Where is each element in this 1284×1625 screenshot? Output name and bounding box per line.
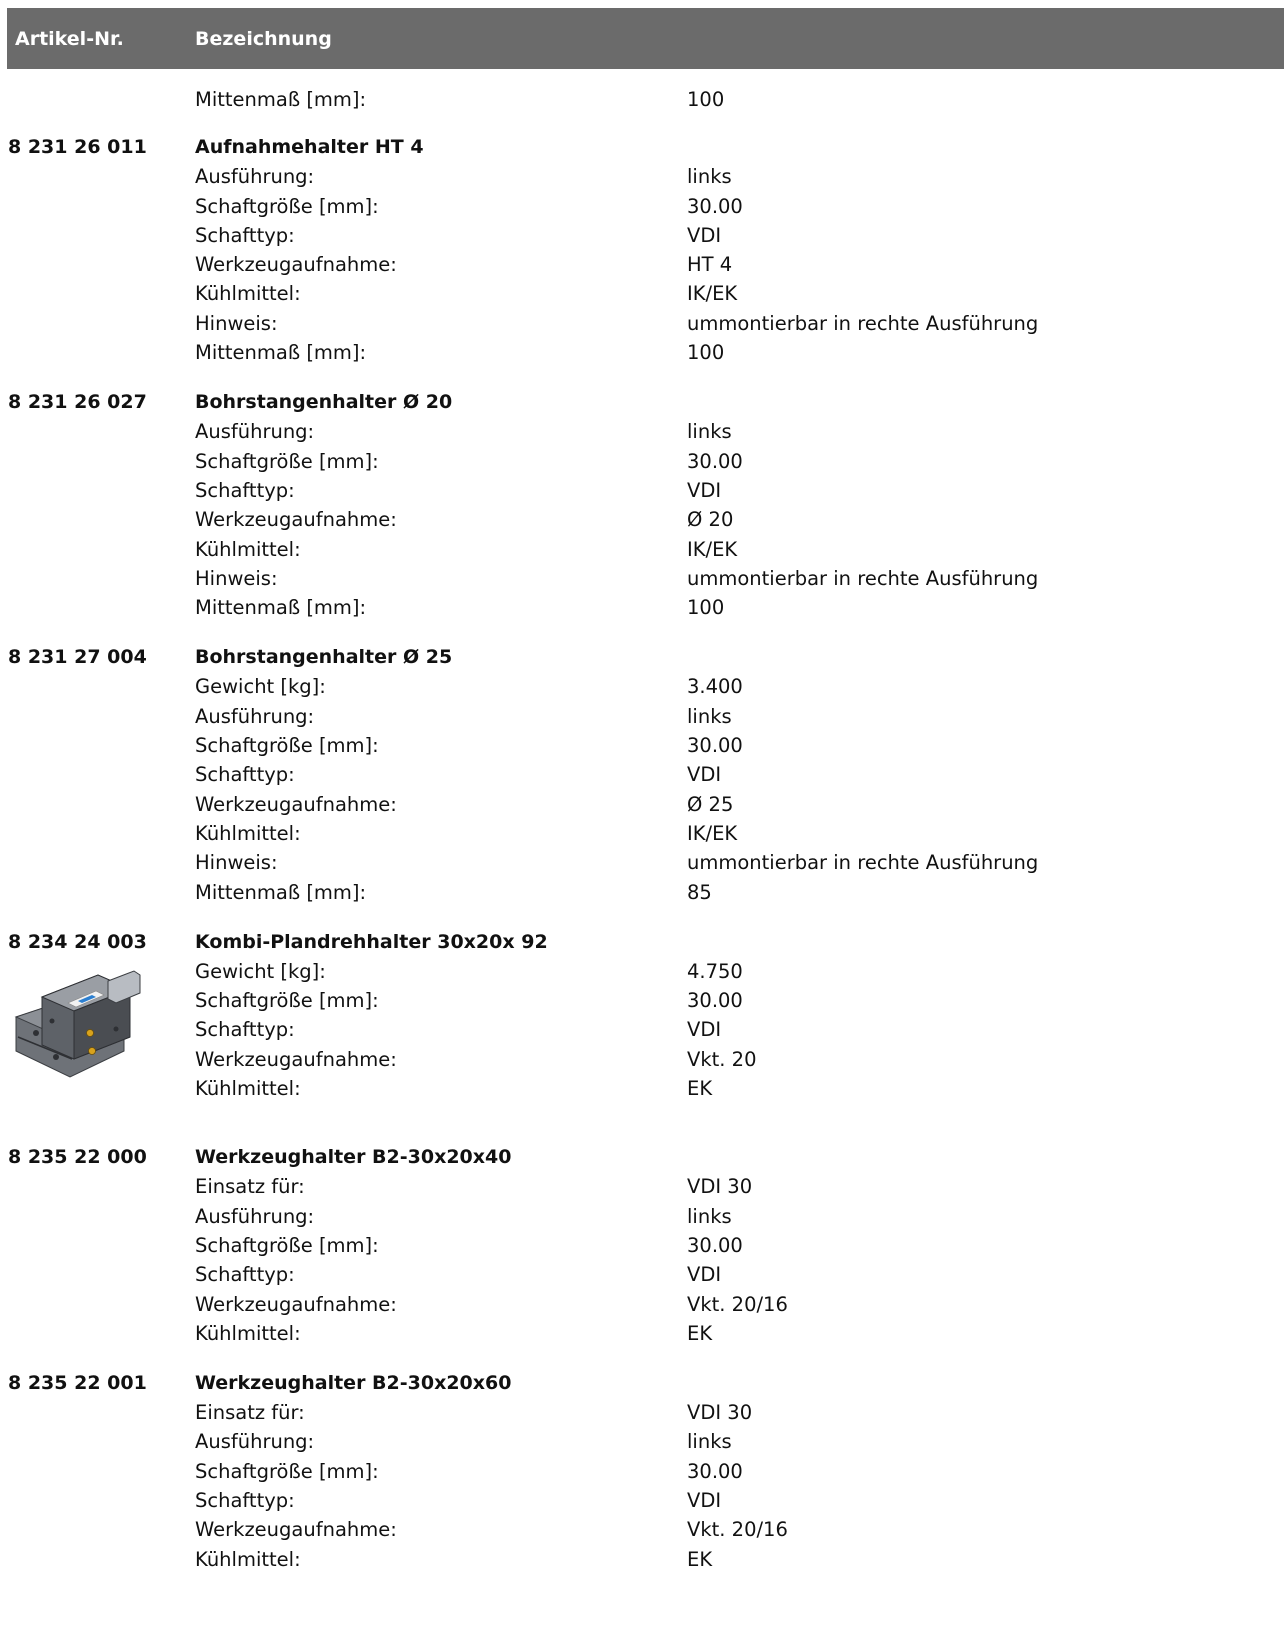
spec-value: Vkt. 20/16 (687, 1518, 788, 1542)
product-entry (0, 927, 1284, 1123)
spec-row (0, 339, 1284, 368)
spec-label: Schafttyp: (195, 478, 295, 502)
spec-label: Kühlmittel: (195, 1321, 301, 1345)
spec-row (0, 673, 1284, 702)
spec-row (0, 791, 1284, 820)
spec-row (0, 1046, 1284, 1075)
spec-row (0, 1261, 1284, 1290)
spec-row (0, 222, 1284, 251)
spec-value: 30.00 (687, 194, 743, 218)
spec-label: Mittenmaß [mm]: (195, 341, 367, 365)
product-header (0, 642, 1284, 673)
spec-label: Kühlmittel: (195, 282, 301, 306)
spec-row (0, 1016, 1284, 1045)
spec-label: Ausführung: (195, 165, 315, 189)
spec-label: Schaftgröße [mm]: (195, 1233, 379, 1257)
spec-row (0, 732, 1284, 761)
article-number: 8 231 27 004 (8, 646, 147, 669)
article-number: 8 231 26 011 (8, 136, 147, 159)
spec-label: Ausführung: (195, 420, 315, 444)
spec-value: Ø 25 (687, 792, 734, 816)
spec-value: Vkt. 20 (687, 1047, 757, 1071)
spec-label: Schaftgröße [mm]: (195, 989, 379, 1013)
spec-label: Einsatz für: (195, 1175, 305, 1199)
spec-row (0, 958, 1284, 987)
product-header (0, 132, 1284, 163)
spec-label: Werkzeugaufnahme: (195, 792, 397, 816)
spec-label: Hinweis: (195, 851, 278, 875)
spec-row (0, 1291, 1284, 1320)
product-header (0, 927, 1284, 958)
spec-value: EK (687, 1077, 713, 1101)
spec-row (0, 987, 1284, 1016)
product-name: Bohrstangenhalter Ø 20 (195, 391, 453, 414)
spec-value: IK/EK (687, 537, 738, 561)
column-header-designation: Bezeichnung (195, 28, 332, 50)
spec-value: VDI 30 (687, 1175, 753, 1199)
spec-row (0, 86, 1284, 115)
product-header (0, 1368, 1284, 1399)
spec-value: links (687, 420, 732, 444)
spec-label: Schafttyp: (195, 1018, 295, 1042)
product-entry (0, 1142, 1284, 1349)
spec-row (0, 1546, 1284, 1575)
spec-row (0, 703, 1284, 732)
spec-row (0, 1203, 1284, 1232)
spec-label: Schaftgröße [mm]: (195, 194, 379, 218)
spec-label: Mittenmaß [mm]: (195, 88, 367, 111)
spec-label: Kühlmittel: (195, 821, 301, 845)
spec-value: 30.00 (687, 734, 743, 758)
spec-value: 30.00 (687, 989, 743, 1013)
spec-label: Werkzeugaufnahme: (195, 508, 397, 532)
spec-row (0, 193, 1284, 222)
spec-value: 85 (687, 880, 712, 904)
spec-row (0, 761, 1284, 790)
continued-product (0, 86, 1284, 115)
spec-row (0, 418, 1284, 447)
spec-value: VDI 30 (687, 1401, 753, 1425)
spec-row (0, 536, 1284, 565)
product-name: Werkzeughalter B2-30x20x60 (195, 1372, 512, 1395)
spec-label: Schafttyp: (195, 223, 295, 247)
spec-label: Ausführung: (195, 704, 315, 728)
spec-value: VDI (687, 223, 722, 247)
spec-row (0, 506, 1284, 535)
spec-value: 30.00 (687, 449, 743, 473)
table-header (7, 8, 1284, 69)
spec-label: Schafttyp: (195, 763, 295, 787)
spec-row (0, 565, 1284, 594)
spec-value: IK/EK (687, 821, 738, 845)
product-name: Bohrstangenhalter Ø 25 (195, 646, 453, 669)
spec-label: Gewicht [kg]: (195, 675, 326, 699)
spec-row (0, 1232, 1284, 1261)
spec-value: links (687, 1204, 732, 1228)
spec-row (0, 1487, 1284, 1516)
spec-value: ummontierbar in rechte Ausführung (687, 566, 1039, 590)
spec-row (0, 310, 1284, 339)
spec-row (0, 477, 1284, 506)
spec-row (0, 448, 1284, 477)
spec-label: Schafttyp: (195, 1488, 295, 1512)
product-name: Aufnahmehalter HT 4 (195, 136, 424, 159)
spec-value: VDI (687, 478, 722, 502)
spec-label: Hinweis: (195, 566, 278, 590)
spec-value: ummontierbar in rechte Ausführung (687, 851, 1039, 875)
spec-row (0, 820, 1284, 849)
spec-row (0, 1458, 1284, 1487)
spec-label: Einsatz für: (195, 1401, 305, 1425)
spec-label: Hinweis: (195, 311, 278, 335)
spec-row (0, 849, 1284, 878)
spec-value: 3.400 (687, 675, 743, 699)
spec-label: Mittenmaß [mm]: (195, 596, 367, 620)
spec-label: Gewicht [kg]: (195, 959, 326, 983)
spec-value: VDI (687, 1263, 722, 1287)
spec-row (0, 1516, 1284, 1545)
product-entry (0, 1368, 1284, 1575)
spec-label: Mittenmaß [mm]: (195, 880, 367, 904)
spec-label: Kühlmittel: (195, 537, 301, 561)
product-entry (0, 642, 1284, 907)
spec-value: 30.00 (687, 1459, 743, 1483)
article-number: 8 234 24 003 (8, 930, 147, 953)
image-spacer (0, 1104, 1284, 1123)
spec-value: VDI (687, 1488, 722, 1512)
product-name: Kombi-Plandrehhalter 30x20x 92 (195, 930, 548, 953)
spec-value: Vkt. 20/16 (687, 1292, 788, 1316)
spec-label: Werkzeugaufnahme: (195, 253, 397, 277)
spec-value: links (687, 1430, 732, 1454)
spec-row (0, 1320, 1284, 1349)
spec-label: Kühlmittel: (195, 1547, 301, 1571)
spec-label: Werkzeugaufnahme: (195, 1047, 397, 1071)
spec-row (0, 163, 1284, 192)
spec-value: HT 4 (687, 253, 733, 277)
spec-row (0, 1075, 1284, 1104)
spec-row (0, 879, 1284, 908)
spec-label: Kühlmittel: (195, 1077, 301, 1101)
spec-value: VDI (687, 763, 722, 787)
spec-row (0, 1428, 1284, 1457)
spec-label: Ausführung: (195, 1430, 315, 1454)
spec-value: EK (687, 1547, 713, 1571)
product-header (0, 387, 1284, 418)
product-entry (0, 387, 1284, 623)
spec-label: Schaftgröße [mm]: (195, 1459, 379, 1483)
spec-value: EK (687, 1321, 713, 1345)
spec-value: 100 (687, 341, 725, 365)
spec-value: links (687, 165, 732, 189)
spec-label: Schaftgröße [mm]: (195, 449, 379, 473)
article-number: 8 235 22 001 (8, 1372, 147, 1395)
spec-row (0, 280, 1284, 309)
spec-value: links (687, 704, 732, 728)
spec-label: Schafttyp: (195, 1263, 295, 1287)
spec-row (0, 1399, 1284, 1428)
spec-value: 100 (687, 88, 725, 111)
spec-value: Ø 20 (687, 508, 734, 532)
spec-value: VDI (687, 1018, 722, 1042)
product-entry (0, 132, 1284, 368)
spec-row (0, 251, 1284, 280)
product-name: Werkzeughalter B2-30x20x40 (195, 1146, 512, 1169)
spec-label: Ausführung: (195, 1204, 315, 1228)
column-header-article-no: Artikel-Nr. (15, 28, 124, 50)
spec-label: Schaftgröße [mm]: (195, 734, 379, 758)
spec-value: ummontierbar in rechte Ausführung (687, 311, 1039, 335)
spec-row (0, 594, 1284, 623)
spec-value: 100 (687, 596, 725, 620)
article-number: 8 231 26 027 (8, 391, 147, 414)
spec-label: Werkzeugaufnahme: (195, 1292, 397, 1316)
product-list (0, 86, 1284, 1575)
spec-value: IK/EK (687, 282, 738, 306)
spec-value: 30.00 (687, 1233, 743, 1257)
spec-label: Werkzeugaufnahme: (195, 1518, 397, 1542)
spec-row (0, 1173, 1284, 1202)
product-header (0, 1142, 1284, 1173)
article-number: 8 235 22 000 (8, 1146, 147, 1169)
spec-value: 4.750 (687, 959, 743, 983)
